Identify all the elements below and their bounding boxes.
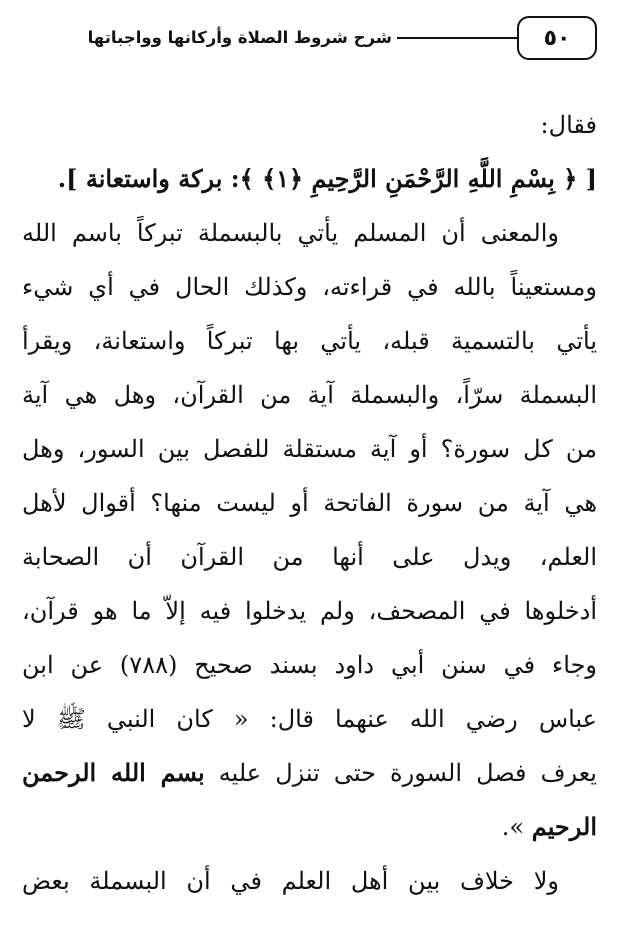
salla-honorific-glyph: ﷺ [56, 705, 86, 733]
text-line-8: هي آية من سورة الفاتحة أو ليست منها؟ أقوال لأهل [22, 489, 597, 517]
text-line-6: البسملة سرّاً، والبسملة آية من القرآن، وهل هي آية [22, 381, 597, 409]
text-line-12-start: عباس رضي الله عنهما قال: « كان النبي [106, 705, 597, 733]
text-line-11: وجاء في سنن أبي داود بسند صحيح (٧٨٨) عن ابن [22, 651, 597, 679]
basmala-bold-phrase: بسم الله الرحمن [22, 758, 205, 787]
text-line-1: فقال: [540, 111, 597, 139]
quoted-basmala-line: [ ﴿ بِسْمِ اللَّهِ الرَّحْمَنِ الرَّحِيمِ ﴿١﴾ ﴾: بركة واستعانة ]. [57, 164, 597, 193]
text-line-7: من كل سورة؟ أو آية مستقلة للفصل بين السور، وهل [22, 435, 597, 463]
page-body [22, 98, 597, 908]
quote-close: ». [501, 813, 525, 841]
text-line-5: يأتي بالتسمية قبله، يأتي بها تبركاً واستعانة، ويقرأ [22, 327, 597, 355]
text-line-12-end: لا [22, 705, 36, 733]
text-line-3: والمعنى أن المسلم يأتي بالبسملة تبركاً باسم الله [22, 219, 559, 247]
text-line-13 [22, 746, 597, 800]
text-line-15: ولا خلاف بين أهل العلم في أن البسملة بعض [22, 867, 559, 895]
header-rule [397, 37, 517, 39]
page-number-box [517, 16, 597, 60]
page-number: ٥٠ [543, 25, 571, 51]
basmala-bold-end: الرحيم [531, 812, 597, 841]
text-line-9: العلم، ويدل على أنها من القرآن أن الصحابة [22, 543, 597, 571]
text-line-12 [22, 692, 597, 746]
page-header [22, 16, 597, 62]
text-line-10: أدخلوها في المصحف، ولم يدخلوا فيه إلاّ ما هو قرآن، [22, 597, 597, 625]
text-line-4: ومستعيناً بالله في قراءته، وكذلك الحال في أي شيء [22, 273, 597, 301]
running-title: شرح شروط الصلاة وأركانها وواجباتها [87, 28, 392, 47]
text-line-14 [22, 800, 597, 854]
text-line-13-start: يعرف فصل السورة حتى تنزل عليه [218, 759, 597, 787]
